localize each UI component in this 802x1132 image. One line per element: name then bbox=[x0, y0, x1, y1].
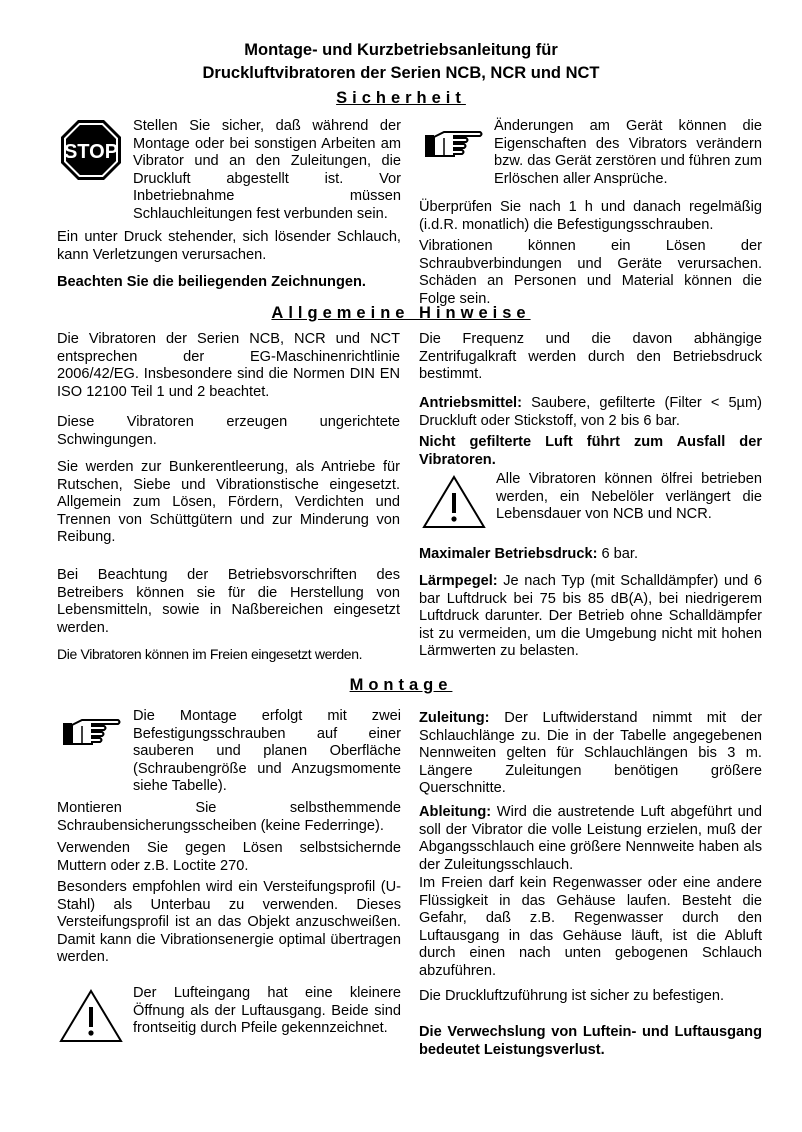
sicherheit-left-text2: Ein unter Druck stehender, sich lösender Schlauch, kann Verletzungen verursachen. bbox=[57, 229, 401, 263]
warning-triangle-icon bbox=[421, 474, 487, 530]
section-heading-sicherheit: Sicherheit bbox=[336, 89, 466, 107]
sicherheit-left-bold: Beachten Sie die beiliegenden Zeichnungen. bbox=[57, 274, 366, 290]
hinweise-left-p3: Sie werden zur Bunkerentleerung, als Antriebe für Rutschen, Siebe und Vibrationstische eingesetzt. Allgemein zum Lösen, Fördern, Verdichten und Trennen von Schüttgütern und zur Minderung von Reibung. bbox=[57, 459, 400, 546]
montage-left-p4: Besonders empfohlen wird ein Versteifungsprofil (U-Stahl) als Unterbau zu verwenden. Dieses Versteifungsprofil ist an das Objekt anzuschweißen. Damit kann die Vibrationsenergie optimal übertragen werden. bbox=[57, 879, 401, 966]
hinweise-left-p2: Diese Vibratoren erzeugen ungerichtete Schwingungen. bbox=[57, 414, 400, 448]
stop-sign-text: STOP bbox=[63, 141, 119, 163]
hinweise-right-p2: Antriebsmittel: Saubere, gefilterte (Filter < 5µm) Druckluft oder Stickstoff, von 2 bis 6 bar. bbox=[419, 395, 762, 429]
pointing-hand-icon bbox=[62, 714, 122, 750]
sicherheit-right-text3: Vibrationen können ein Lösen der Schraubverbindungen und Geräte verursachen. Schäden an Personen und Material können die Folge sein. bbox=[419, 238, 762, 307]
montage-right-p4: Die Druckluftzuführung ist sicher zu befestigen. bbox=[419, 988, 724, 1004]
hinweise-right-p1: Die Frequenz und die davon abhängige Zentrifugalkraft werden durch den Betriebsdruck bestimmt. bbox=[419, 331, 762, 383]
hinweise-right-p3: Nicht gefilterte Luft führt zum Ausfall der Vibratoren. bbox=[419, 434, 762, 468]
stop-sign-icon bbox=[60, 119, 122, 181]
montage-left-p2: Montieren Sie selbsthemmende Schraubensicherungsscheiben (keine Federringe). bbox=[57, 800, 401, 834]
pointing-hand-icon bbox=[424, 126, 484, 162]
montage-left-hand-text: Die Montage erfolgt mit zwei Befestigungsschrauben auf einer sauberen und planen Oberfläche (Schraubengröße und Anzugsmomente siehe Tabelle). bbox=[133, 708, 401, 795]
section-heading-montage: Montage bbox=[349, 676, 453, 694]
hinweise-right-p5: Lärmpegel: Je nach Typ (mit Schalldämpfer) und 6 bar Luftdruck bei 75 bis 85 dB(A), bei niedrigerem Luftdruck darunter. Der Betrieb ohne Schalldämpfer ist zu vermeiden, um die Umgebung nicht mit hohen Lärmwerten zu belasten. bbox=[419, 573, 762, 660]
montage-left-p3: Verwenden Sie gegen Lösen selbstsichernde Muttern oder z.B. Loctite 270. bbox=[57, 840, 401, 874]
document-title-line1: Montage- und Kurzbetriebsanleitung für bbox=[244, 41, 558, 59]
hinweise-left-p4: Bei Beachtung der Betriebsvorschriften des Betreibers können sie für die Herstellung von Lebensmitteln, sowie in Naßbereichen eingesetzt werden. bbox=[57, 567, 400, 636]
section-heading-hinweise: Allgemeine Hinweise bbox=[271, 304, 531, 322]
montage-left-warning-text: Der Lufteingang hat eine kleinere Öffnung als der Luftausgang. Beide sind frontseitig durch Pfeile gekennzeichnet. bbox=[133, 985, 401, 1037]
hinweise-right-p4: Maximaler Betriebsdruck: 6 bar. bbox=[419, 546, 639, 562]
document-title-line2: Druckluftvibratoren der Serien NCB, NCR und NCT bbox=[202, 64, 600, 82]
montage-right-p2: Ableitung: Wird die austretende Luft abgeführt und soll der Vibrator die volle Leistung erzielen, muß der Abgangsschlauch eine größere Nennweite haben als der Zuleitungsschlauch. bbox=[419, 804, 762, 873]
warning-triangle-icon bbox=[58, 988, 124, 1044]
montage-right-p1: Zuleitung: Der Luftwiderstand nimmt mit der Schlauchlänge zu. Die in der Tabelle angegebenen Nennweiten gelten für Schlauchlängen bis 3 m. Längere Zuleitungen benötigen größere Querschnitte. bbox=[419, 710, 762, 797]
sicherheit-right-icon-text: Änderungen am Gerät können die Eigenschaften des Vibrators verändern bzw. das Gerät zerstören und führen zum Erlöschen aller Ansprüche. bbox=[494, 118, 762, 187]
hinweise-right-warning-text: Alle Vibratoren können ölfrei betrieben werden, ein Nebelöler verlängert die Lebensdauer von NCB und NCR. bbox=[496, 471, 762, 523]
hinweise-left-p1: Die Vibratoren der Serien NCB, NCR und NCT entsprechen der EG-Maschinenrichtlinie 2006/42/EG. Insbesondere sind die Normen DIN EN ISO 12100 Teil 1 und 2 beachtet. bbox=[57, 331, 400, 400]
sicherheit-right-text2: Überprüfen Sie nach 1 h und danach regelmäßig (i.d.R. monatlich) die Befestigungsschrauben. bbox=[419, 199, 762, 233]
montage-right-p3: Im Freien darf kein Regenwasser oder eine andere Flüssigkeit in das Gehäuse laufen. Besteht die Gefahr, daß z.B. Regenwasser durch den Luftausgang in das Gehäuse läuft, ist die Abluft durch einen nach unten gebogenen Schlauch abzuführen. bbox=[419, 875, 762, 979]
sicherheit-left-icon-text: Stellen Sie sicher, daß während der Montage oder bei sonstigen Arbeiten am Vibrator und an den Zuleitungen, die Druckluft abgestellt ist. Vor Inbetriebnahme müssen Schlauchleitungen fest verbunden sein. bbox=[133, 118, 401, 222]
hinweise-left-p5: Die Vibratoren können im Freien eingesetzt werden. bbox=[57, 646, 363, 662]
montage-right-bold: Die Verwechslung von Luftein- und Luftausgang bedeutet Leistungsverlust. bbox=[419, 1024, 762, 1058]
